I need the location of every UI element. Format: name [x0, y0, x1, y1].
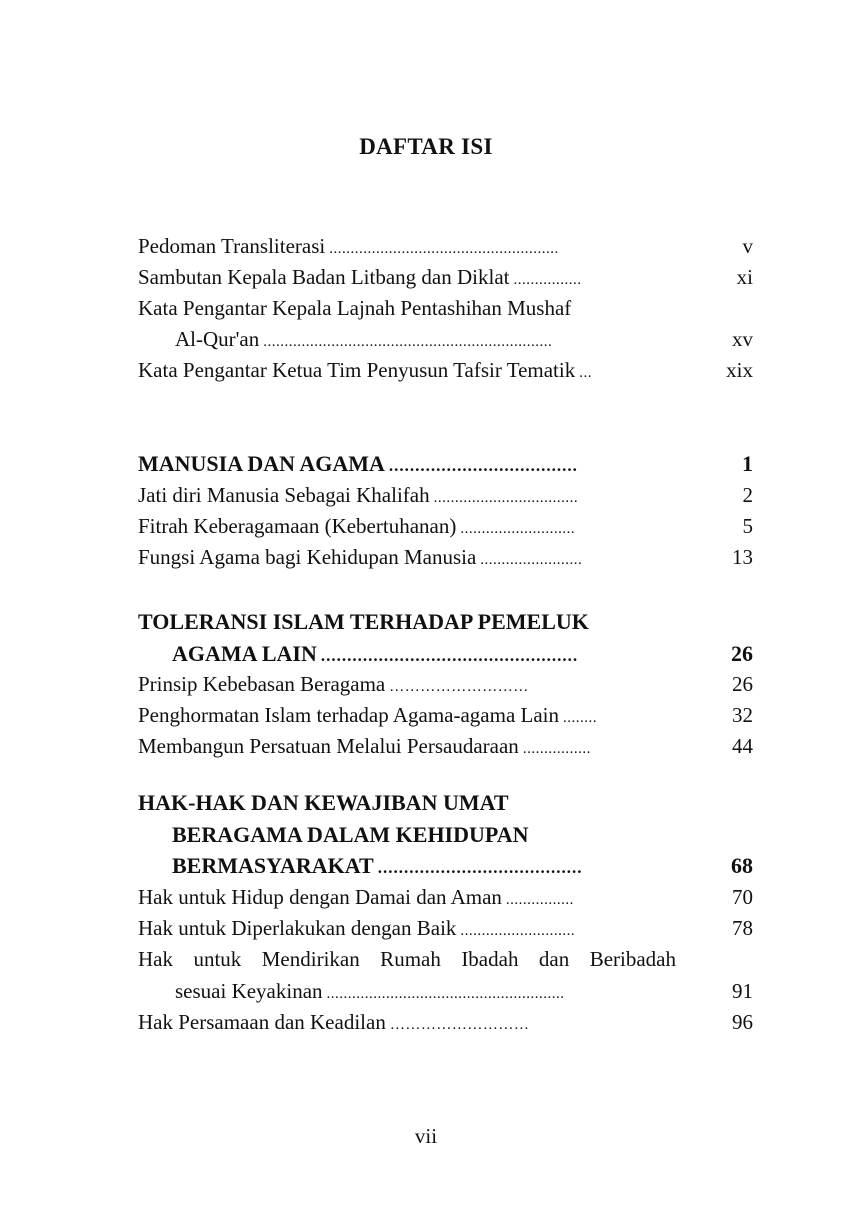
toc-chapter-1[interactable]	[138, 451, 753, 477]
toc-entry[interactable]	[138, 885, 753, 910]
toc-entry-label: Hak untuk Diperlakukan dengan Baik	[138, 916, 457, 940]
toc-entry-sambutan[interactable]	[138, 265, 753, 290]
toc-page-number: 70	[732, 885, 753, 909]
page-title: DAFTAR ISI	[359, 134, 493, 159]
toc-page-number: 2	[742, 483, 753, 507]
toc-entry-label: Prinsip Kebebasan Beragama	[138, 672, 386, 696]
toc-entry-label: Pedoman Transliterasi	[138, 234, 326, 258]
page-number-footer: vii	[414, 1124, 438, 1148]
toc-leader: ...........................	[460, 521, 576, 537]
toc-entry[interactable]	[138, 734, 753, 759]
toc-page-number: 32	[732, 703, 753, 727]
toc-entry-label: Hak Persamaan dan Keadilan	[138, 1010, 386, 1034]
toc-leader: .................................................	[320, 646, 579, 665]
toc-leader: ................	[522, 741, 591, 757]
toc-entry-kata-pengantar-lajnah[interactable]	[175, 327, 753, 352]
toc-page-number: 5	[742, 514, 753, 538]
toc-page-number: 26	[731, 641, 753, 666]
toc-entry-pedoman[interactable]	[138, 234, 753, 259]
toc-leader: ................	[513, 272, 582, 288]
toc-page-number: 78	[732, 916, 753, 940]
toc-entry-label: Sambutan Kepala Badan Litbang dan Diklat	[138, 265, 510, 289]
toc-page-number: 26	[732, 672, 753, 696]
toc-chapter-title: BERMASYARAKAT	[172, 853, 374, 878]
toc-entry[interactable]	[138, 483, 753, 508]
toc-entry-label-line1[interactable]: Hak untuk Mendirikan Rumah Ibadah dan Beribadah	[138, 947, 676, 971]
toc-entry-label: Fungsi Agama bagi Kehidupan Manusia	[138, 545, 477, 569]
toc-entry[interactable]	[138, 514, 753, 539]
toc-page-number: 91	[732, 979, 753, 1003]
toc-chapter-title-line2[interactable]: BERAGAMA DALAM KEHIDUPAN	[172, 822, 529, 847]
toc-leader: ........	[563, 710, 598, 726]
toc-entry[interactable]	[138, 916, 753, 941]
toc-leader: ..................................	[433, 490, 579, 506]
toc-leader: ....................................................................	[263, 334, 553, 350]
toc-entry[interactable]	[138, 545, 753, 570]
toc-chapter-3[interactable]	[172, 853, 753, 879]
toc-leader: .......................................	[377, 858, 583, 877]
toc-leader: ………………………	[389, 1017, 530, 1033]
toc-entry-label: Jati diri Manusia Sebagai Khalifah	[138, 483, 430, 507]
toc-chapter-2[interactable]	[172, 641, 753, 667]
toc-entry-label: Penghormatan Islam terhadap Agama-agama Lain	[138, 703, 560, 727]
toc-leader: ....................................	[388, 456, 578, 475]
toc-chapter-title: AGAMA LAIN	[172, 641, 317, 666]
toc-page-number: 68	[731, 853, 753, 878]
toc-leader: ...	[579, 365, 592, 381]
toc-leader: ........................	[480, 552, 583, 568]
toc-page-number: xv	[732, 327, 753, 351]
toc-leader: ........................................................	[326, 986, 565, 1002]
toc-entry-label: sesuai Keyakinan	[175, 979, 323, 1003]
toc-entry-label: Hak untuk Hidup dengan Damai dan Aman	[138, 885, 502, 909]
toc-page-number: v	[742, 234, 753, 258]
toc-chapter-title: MANUSIA DAN AGAMA	[138, 451, 385, 476]
toc-entry-label: Kata Pengantar Ketua Tim Penyusun Tafsir Tematik	[138, 358, 576, 382]
toc-entry[interactable]	[138, 703, 753, 728]
toc-page-number: 13	[732, 545, 753, 569]
toc-leader: ………………………	[389, 679, 529, 695]
toc-leader: ...........................	[460, 923, 576, 939]
toc-page-number: xi	[736, 265, 753, 289]
toc-chapter-title-line1[interactable]: TOLERANSI ISLAM TERHADAP PEMELUK	[138, 609, 589, 634]
toc-entry[interactable]	[138, 1010, 753, 1035]
toc-entry[interactable]	[175, 979, 753, 1004]
toc-page-number: xix	[726, 358, 753, 382]
toc-entry-label: Membangun Persatuan Melalui Persaudaraan	[138, 734, 519, 758]
toc-entry-label: Al-Qur'an	[175, 327, 260, 351]
toc-entry-kata-pengantar-tim[interactable]	[138, 358, 753, 383]
toc-page-number: 96	[732, 1010, 753, 1034]
toc-chapter-title-line1[interactable]: HAK-HAK DAN KEWAJIBAN UMAT	[138, 790, 509, 815]
toc-entry-label-line1[interactable]: Kata Pengantar Kepala Lajnah Pentashihan Mushaf	[138, 296, 572, 320]
toc-entry[interactable]	[138, 672, 753, 697]
toc-page-number: 44	[732, 734, 753, 758]
toc-leader: ................	[505, 892, 574, 908]
toc-page-number: 1	[742, 451, 753, 476]
toc-leader: ......................................................	[329, 241, 559, 257]
toc-entry-label: Fitrah Keberagamaan (Kebertuhanan)	[138, 514, 457, 538]
